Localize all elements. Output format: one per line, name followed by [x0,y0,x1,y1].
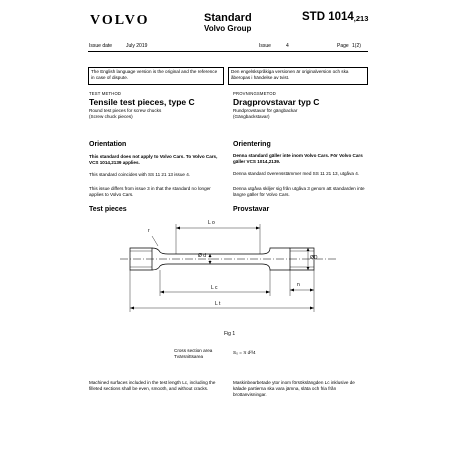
cross-section-formula: S₀ = π d²/4 [233,350,256,355]
standard-title: Standard [204,12,252,24]
standard-subtitle: Volvo Group [204,24,252,33]
notice-sv-text: Den engelskspråkiga versionen är originalversion och ska åberopas i händelse av tvist. [231,69,349,80]
issue-value: 4 [286,43,289,49]
issue-date-label: Issue date [89,43,113,49]
orientation-bold-en: This standard does not apply to Volvo Cars. To Volvo Cars, VCS 1014,2139 applies. [89,154,218,165]
title-en: Tensile test pieces, type C [89,97,195,107]
cross-section-en: Cross section area [174,348,213,353]
title-sv: Dragprovstavar typ C [233,97,320,107]
subtitle-en-2: (Screw chuck pieces) [89,114,133,119]
orientation-bold-sv: Denna standard gäller inte inom Volvo Cars. För Volvo Cars gäller VCS 1014,2139. [233,153,363,164]
volvo-logo: VOLVO [90,13,150,28]
issue-label: Issue [259,43,271,49]
bottom-text-sv: Maskinbearbetade ytor inom försökslängden Lc inklusive de kälade partierna ska vara jämna, släta och fria från brottanvisningar. [233,380,355,397]
upper-profile [152,248,290,254]
subtitle-en-1: Round test pieces for screw chucks [89,108,162,113]
issue-date-value: July 2019 [126,43,148,49]
subtitle-sv-1: Rundprovstavar för gängbackar [233,108,298,113]
orientation-heading-en: Orientation [89,141,127,148]
category-sv: PROVNINGSMETOD [233,91,276,96]
bottom-text-en: Machined surfaces included in the test length Lc, including the filleted sections shall be even, smooth, and without cracks. [89,380,216,391]
category-en: TEST METHOD [89,91,122,96]
label-lc: L c [211,285,218,291]
differs-en: This issue differs from issue 3 in that the standard no longer applies to Volvo Cars. [89,186,211,197]
notice-en-text: The English language version is the original and the reference in case of dispute. [91,69,218,80]
lower-profile [152,264,290,270]
page-value: 1(2) [352,43,361,49]
label-d: Ø d [198,253,207,259]
label-lo: L o [208,220,215,226]
differs-sv: Denna utgåva skiljer sig från utgåva 3 genom att standarden inte längre gäller för Volvo Cars. [233,186,365,197]
standard-number-main: STD 1014 [302,11,354,23]
cross-section-sv: Tvärsnittsarea [174,354,204,359]
page-label: Page [337,43,349,49]
orientation-heading-sv: Orientering [233,141,271,148]
test-pieces-heading-sv: Provstavar [233,206,270,213]
coincides-sv: Denna standard överensstämmer med SS 11 21 13, utgåva 4. [233,171,360,176]
label-n: n [297,282,300,288]
subtitle-sv-2: (Gängbackstavar) [233,114,270,119]
coincides-en: This standard coincides with SS 11 21 13 issue 4. [89,172,191,177]
figure-caption: Fig 1 [224,331,236,337]
label-r: r [148,228,150,234]
label-D: ØD [310,255,318,261]
test-pieces-heading-en: Test pieces [89,206,127,213]
standard-number-suffix: ,213 [353,14,369,23]
label-lt: L t [215,301,221,307]
